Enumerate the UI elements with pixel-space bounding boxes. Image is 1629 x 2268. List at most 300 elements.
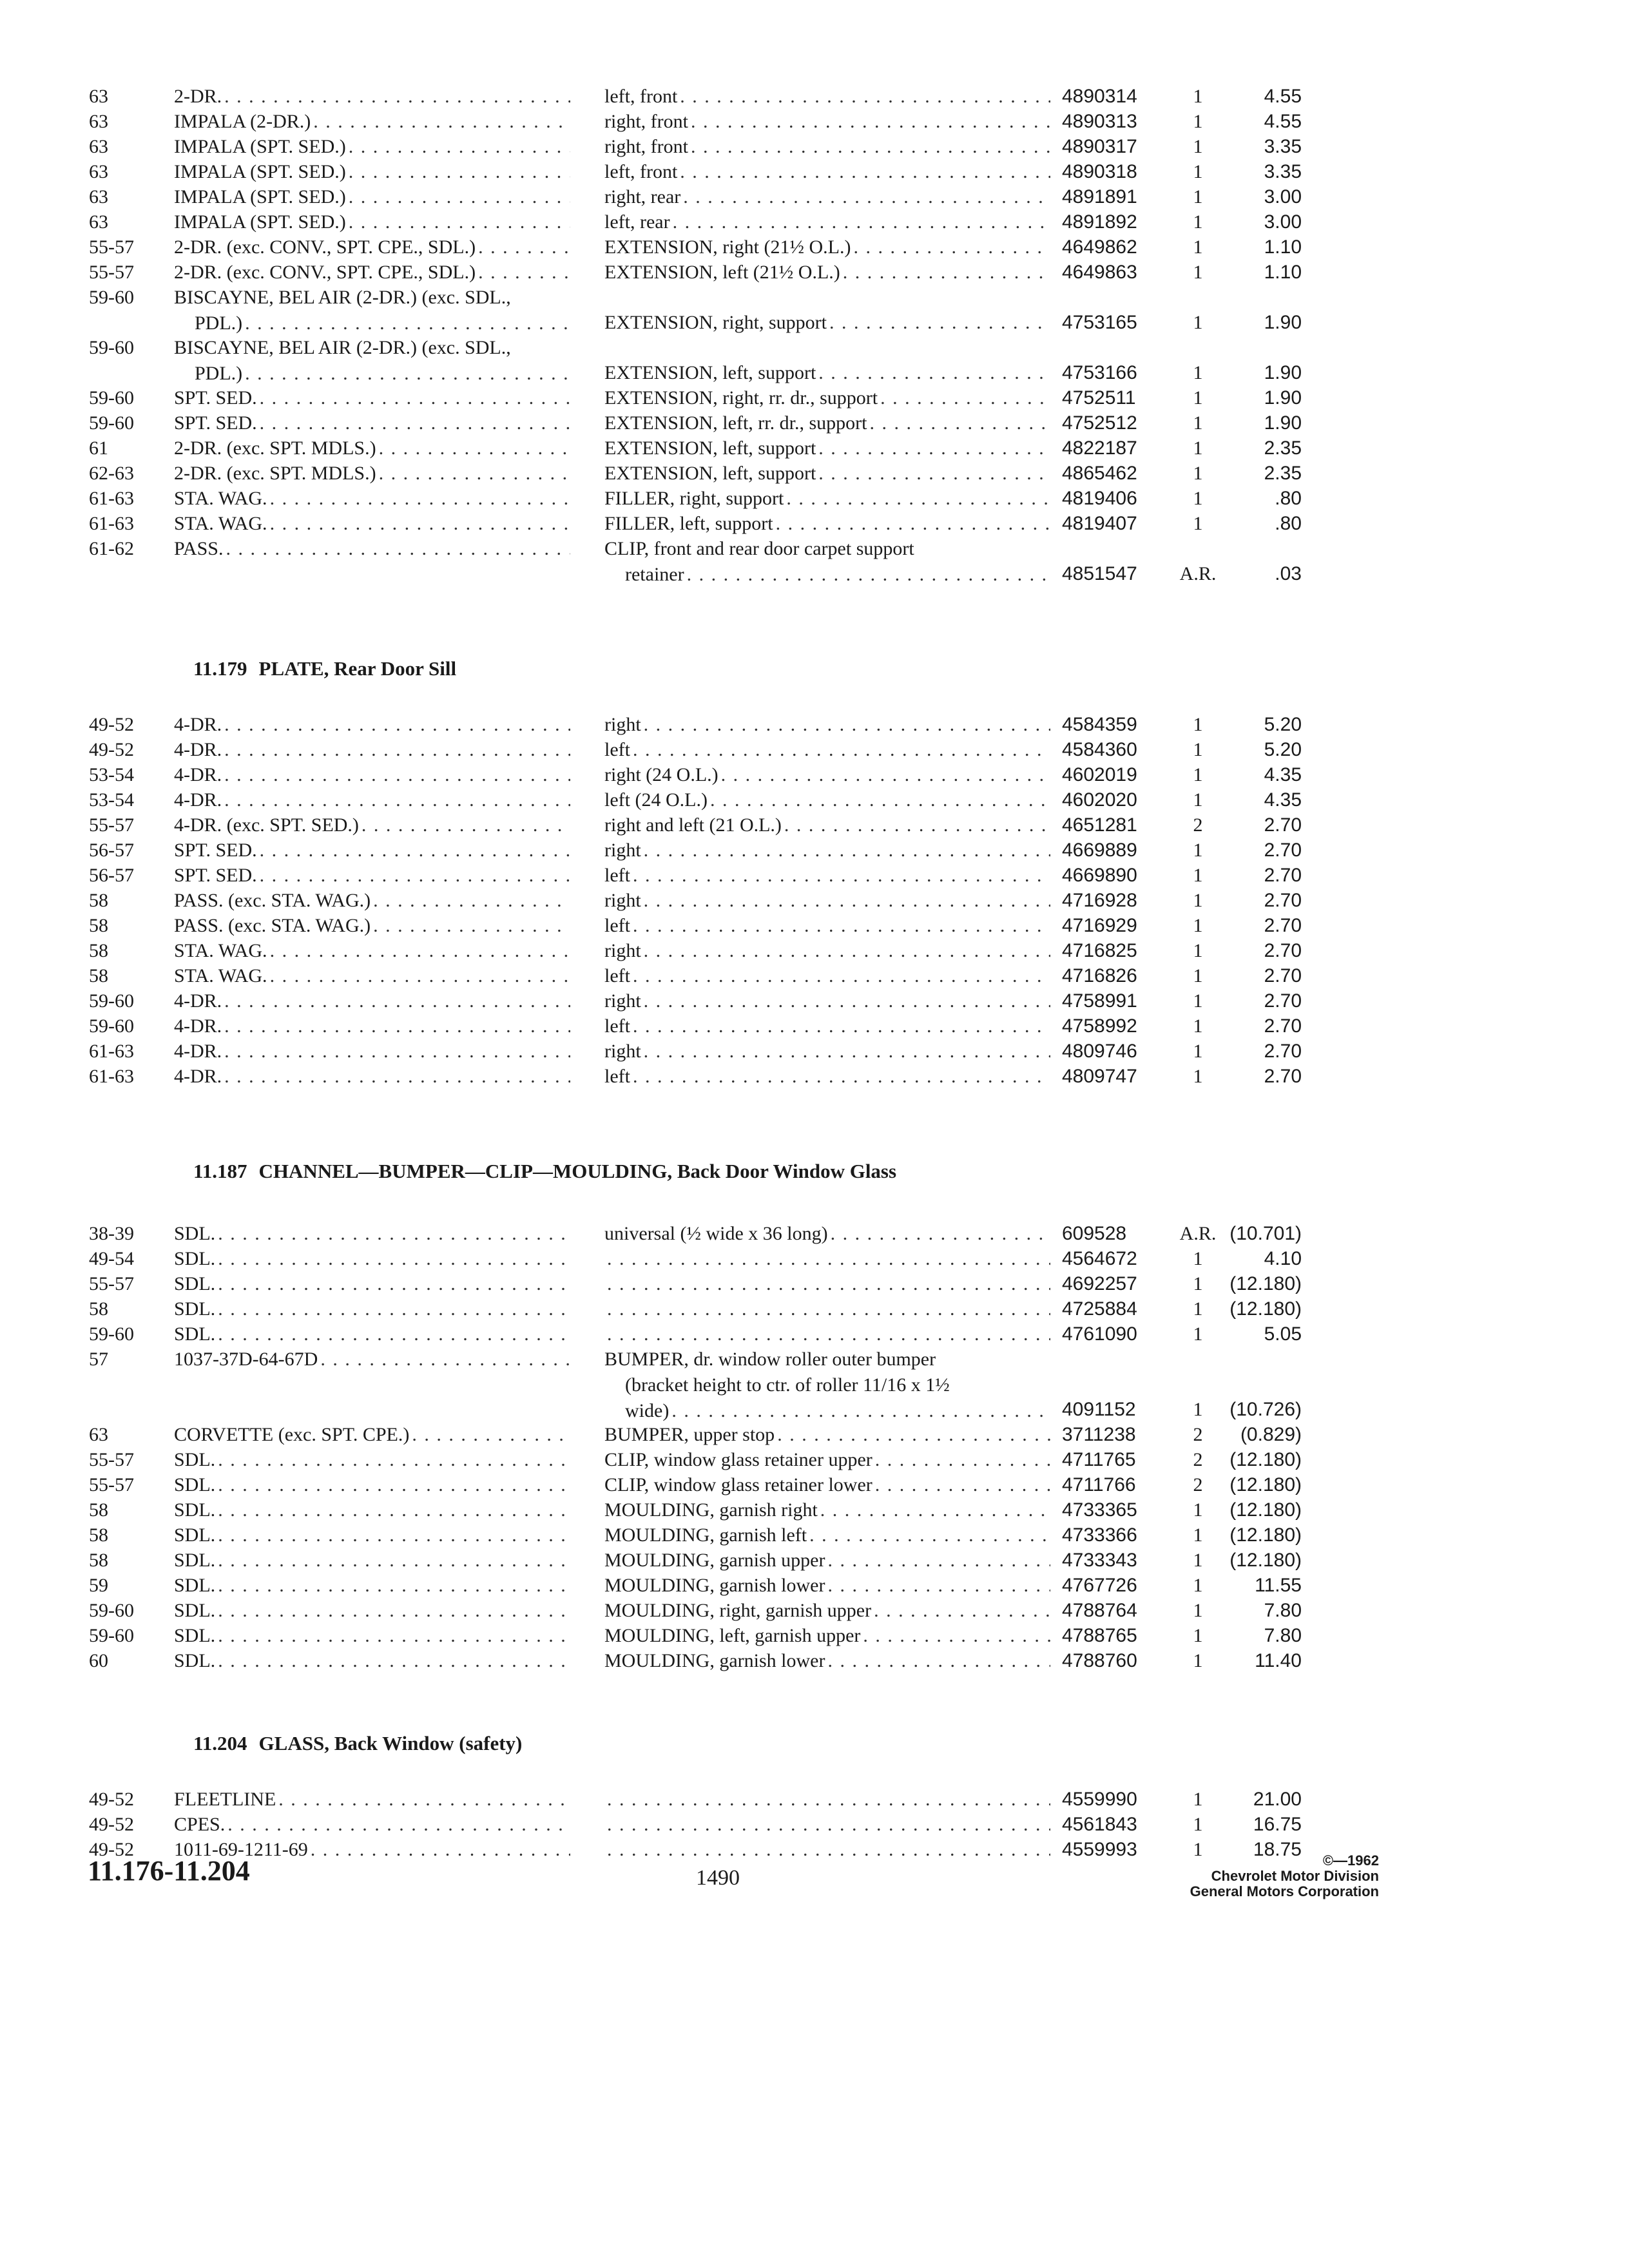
description-cell [604,1648,1050,1674]
model-cell-text: SPT. SED. [174,840,257,861]
part-number: 4761090 [1062,1323,1137,1345]
part-number: 4669889 [1062,840,1137,861]
model-cell-line [174,1064,570,1090]
dot-leader [478,235,570,260]
table-row [0,963,1629,988]
description-cell-line [604,109,1050,135]
description-cell-text: EXTENSION, left, support [604,437,816,459]
description-cell-line [604,1472,1050,1498]
dot-leader [829,310,1050,336]
model-cell-line [174,787,570,813]
description-cell-text: retainer [625,564,684,585]
model-year: 57 [89,1349,108,1370]
model-cell-line [174,1523,570,1548]
dot-leader [784,812,1050,838]
part-number: 4669890 [1062,865,1137,886]
description-cell-line [604,1837,1050,1863]
price: 2.70 [1264,890,1302,911]
quantity: 1 [1193,387,1203,408]
model-cell [174,1623,570,1649]
table-row [0,787,1629,812]
description-cell-text: left (24 O.L.) [604,789,708,811]
model-year: 49-52 [89,739,134,760]
quantity: 1 [1193,865,1203,886]
dot-leader [373,913,570,939]
model-cell [174,159,570,185]
dot-leader [218,1548,570,1573]
model-cell-text: 4-DR. [174,990,222,1012]
price: 2.70 [1264,1066,1302,1087]
description-cell-line [604,1523,1050,1548]
table-row [0,1787,1629,1812]
model-year: 61-62 [89,538,134,559]
description-cell [604,260,1050,285]
description-cell-line [604,1372,1050,1398]
description-cell-text: right [604,990,641,1012]
model-cell [174,285,570,336]
dot-leader [218,1573,570,1599]
model-year: 58 [89,890,108,911]
dot-leader [218,1598,570,1624]
model-cell [174,1296,570,1322]
part-number: 4819407 [1062,513,1137,534]
description-cell-text: MOULDING, garnish lower [604,1575,825,1596]
price: 5.05 [1264,1323,1302,1345]
dot-leader [224,737,570,763]
price: .80 [1275,513,1302,534]
part-number: 4649863 [1062,262,1137,283]
description-cell [604,461,1050,486]
dot-leader [827,1548,1050,1573]
model-cell [174,184,570,210]
model-cell [174,1548,570,1573]
model-cell-text: 4-DR. [174,789,222,811]
model-cell-line [174,184,570,210]
description-cell [604,235,1050,260]
price: 1.10 [1264,236,1302,258]
dot-leader [843,260,1050,285]
quantity: 1 [1193,965,1203,986]
model-cell-text: 4-DR. [174,714,222,735]
model-cell [174,838,570,863]
part-number: 4890318 [1062,161,1137,182]
table-row [0,134,1629,159]
dot-leader [260,410,570,436]
description-cell [604,1296,1050,1322]
model-cell-text: 2-DR. (exc. SPT. MDLS.) [174,463,376,484]
model-year: 56-57 [89,865,134,886]
description-cell-line [604,1648,1050,1674]
model-cell-line [174,209,570,235]
part-number: 4649862 [1062,236,1137,258]
description-cell [604,1347,1050,1424]
quantity: 1 [1193,1041,1203,1062]
model-year: 59-60 [89,1015,134,1037]
dot-leader [633,1014,1050,1039]
model-cell-line [174,1623,570,1649]
part-number: 4752512 [1062,412,1137,434]
model-cell [174,863,570,889]
price: (0.829) [1240,1424,1302,1445]
description-cell-line [604,410,1050,436]
dot-leader [671,1398,1050,1424]
model-cell-line [174,285,570,311]
model-cell-text: 1037-37D-64-67D [174,1349,318,1370]
dot-leader [818,461,1050,486]
copyright-year: ©—1962 [1322,1852,1379,1869]
dot-leader [349,184,570,210]
table-row [0,1347,1629,1422]
description-cell-line [604,461,1050,486]
description-cell-text: MOULDING, garnish left [604,1524,807,1546]
model-year: 49-52 [89,714,134,735]
dot-leader [673,209,1050,235]
model-year: 58 [89,1524,108,1546]
part-number: 4564672 [1062,1248,1137,1269]
description-cell-line [604,1573,1050,1599]
dot-leader [633,1064,1050,1090]
dot-leader [607,1787,1050,1812]
model-cell [174,486,570,512]
description-cell-text: left [604,915,630,936]
section-number: 11.179 [193,657,247,680]
description-cell [604,1246,1050,1272]
model-cell [174,1787,570,1812]
part-number: 4733343 [1062,1550,1137,1571]
description-cell-text: right [604,840,641,861]
description-cell-line [604,1548,1050,1573]
description-cell-line [604,1598,1050,1624]
model-cell [174,410,570,436]
description-cell-text: right [604,890,641,911]
table-row [0,84,1629,109]
price: 3.00 [1264,211,1302,233]
dot-leader [777,1422,1050,1448]
model-cell-text: SDL. [174,1223,216,1244]
section-number: 11.187 [193,1160,247,1182]
model-year: 49-52 [89,1789,134,1810]
price: 1.10 [1264,262,1302,283]
model-cell-text: 4-DR. [174,764,222,785]
model-cell [174,134,570,160]
description-cell-line [604,385,1050,411]
description-cell-text: left, rear [604,211,670,233]
table-row [0,1321,1629,1347]
copyright-notice [1095,1853,1379,1899]
model-year: 55-57 [89,262,134,283]
quantity: 1 [1193,764,1203,785]
price: 4.35 [1264,764,1302,785]
model-cell [174,1039,570,1064]
quantity: 1 [1193,1298,1203,1320]
model-year: 38-39 [89,1223,134,1244]
description-cell [604,1321,1050,1347]
model-cell-line [174,1787,570,1812]
dot-leader [820,1497,1050,1523]
model-cell-text: IMPALA (SPT. SED.) [174,136,346,157]
table-row [0,1472,1629,1497]
quantity: 1 [1193,789,1203,811]
part-number: 4602019 [1062,764,1137,785]
description-cell-text: right [604,940,641,961]
quantity: 2 [1193,1449,1203,1470]
price: 21.00 [1253,1789,1302,1810]
model-cell-text: SDL. [174,1298,216,1320]
description-cell-text: FILLER, left, support [604,513,773,534]
dot-leader [607,1321,1050,1347]
model-cell-text: PASS. (exc. STA. WAG.) [174,890,371,911]
model-year: 61-63 [89,1041,134,1062]
dot-leader [818,360,1050,386]
quantity: 1 [1193,915,1203,936]
dot-leader [270,511,570,537]
model-cell-text: 2-DR. (exc. CONV., SPT. CPE., SDL.) [174,262,476,283]
description-cell-text: MOULDING, left, garnish upper [604,1625,861,1646]
table-row [0,1064,1629,1089]
model-cell [174,812,570,838]
model-cell [174,511,570,537]
table-row [0,1039,1629,1064]
part-number: 4711766 [1062,1474,1136,1495]
description-cell-line [604,1271,1050,1297]
model-cell-line [174,938,570,964]
model-cell-text: IMPALA (SPT. SED.) [174,161,346,182]
table-row [0,1422,1629,1447]
table-row [0,159,1629,184]
description-cell [604,1623,1050,1649]
model-cell-text: IMPALA (2-DR.) [174,111,311,132]
price: 3.35 [1264,136,1302,157]
description-cell-text: left, front [604,161,678,182]
dot-leader [245,311,570,336]
part-number: 4788764 [1062,1600,1137,1621]
part-number: 4711765 [1062,1449,1136,1470]
table-row [0,938,1629,963]
model-cell [174,1497,570,1523]
dot-leader [607,1296,1050,1322]
description-cell-text: right, front [604,136,688,157]
description-cell-text: MOULDING, garnish right [604,1499,818,1521]
quantity: 1 [1193,312,1203,333]
model-cell-text: 4-DR. [174,1015,222,1037]
model-year: 63 [89,211,108,233]
model-cell-text: STA. WAG. [174,965,267,986]
description-cell-line [604,963,1050,989]
model-cell-line [174,1648,570,1674]
description-cell-line [604,486,1050,512]
description-cell-line [604,1422,1050,1448]
dot-leader [218,1497,570,1523]
table-row [0,1623,1629,1648]
price: (12.180) [1229,1550,1302,1571]
description-cell-text: left [604,1066,630,1087]
description-cell-text: (bracket height to ctr. of roller 11/16 x 1½ [625,1374,950,1396]
description-cell [604,863,1050,889]
part-number: 4890314 [1062,86,1137,107]
model-cell [174,737,570,763]
model-year: 59 [89,1575,108,1596]
model-cell-line [174,1598,570,1624]
quantity: 1 [1193,714,1203,735]
part-number: 4692257 [1062,1273,1137,1294]
part-number: 4584360 [1062,739,1137,760]
model-cell [174,1523,570,1548]
description-cell-line [604,235,1050,260]
price: 4.10 [1264,1248,1302,1269]
model-cell [174,913,570,939]
table-row [0,235,1629,260]
model-cell-text: SDL. [174,1273,216,1294]
model-cell-line [174,1347,570,1372]
model-cell-line [174,863,570,889]
model-cell-line [174,1221,570,1247]
model-cell-line [174,1422,570,1448]
table-row [0,1221,1629,1246]
dot-leader [880,385,1050,411]
description-cell [604,1523,1050,1548]
price: 2.70 [1264,840,1302,861]
model-year: 63 [89,111,108,132]
part-number: 4851547 [1062,563,1137,584]
model-cell-text: BISCAYNE, BEL AIR (2-DR.) (exc. SDL., [174,337,511,358]
model-cell-line [174,109,570,135]
quantity: 1 [1193,513,1203,534]
description-cell [604,838,1050,863]
dot-leader [786,486,1050,512]
description-cell [604,1787,1050,1812]
description-cell [604,1573,1050,1599]
model-cell-text: STA. WAG. [174,488,267,509]
model-year: 58 [89,965,108,986]
model-year: 58 [89,1298,108,1320]
description-cell-line [604,1398,1050,1424]
part-number: 4767726 [1062,1575,1137,1596]
price: 2.70 [1264,865,1302,886]
description-cell-text: EXTENSION, left (21½ O.L.) [604,262,840,283]
description-cell-line [604,1812,1050,1838]
quantity: 1 [1193,1524,1203,1546]
model-year: 53-54 [89,789,134,811]
description-cell-text: right [604,714,641,735]
model-cell [174,963,570,989]
model-cell-text: 1011-69-1211-69 [174,1839,308,1860]
model-cell-line [174,812,570,838]
price: 3.00 [1264,186,1302,207]
model-cell-line [174,1447,570,1473]
model-year: 63 [89,86,108,107]
model-cell-line [174,159,570,185]
description-cell-text: BUMPER, dr. window roller outer bumper [604,1349,936,1370]
model-year: 53-54 [89,764,134,785]
model-year: 59-60 [89,337,134,358]
quantity: A.R. [1179,1223,1217,1244]
price: (10.701) [1229,1223,1302,1244]
section-heading [193,657,456,680]
description-cell-line [604,1221,1050,1247]
dot-leader [644,712,1050,738]
part-number: 4758991 [1062,990,1137,1012]
price: 1.90 [1264,387,1302,408]
model-year: 59-60 [89,990,134,1012]
description-cell [604,511,1050,537]
description-cell-line [604,209,1050,235]
part-number: 4753165 [1062,312,1137,333]
part-number: 4559993 [1062,1839,1137,1860]
quantity: 1 [1193,1273,1203,1294]
model-year: 59-60 [89,1600,134,1621]
dot-leader [224,1014,570,1039]
dot-leader [270,486,570,512]
model-year: 55-57 [89,1474,134,1495]
description-cell [604,360,1050,386]
description-cell-text: right [604,1041,641,1062]
dot-leader [260,863,570,889]
description-cell-line [604,1014,1050,1039]
model-cell-line [174,1296,570,1322]
quantity: 1 [1193,186,1203,207]
dot-leader [687,562,1050,588]
table-row [0,1246,1629,1271]
description-cell [604,134,1050,160]
model-cell [174,1422,570,1448]
dot-leader [827,1648,1050,1674]
copyright-division: Chevrolet Motor Division [1211,1868,1379,1884]
description-cell-line [604,888,1050,914]
model-cell-text: SDL. [174,1550,216,1571]
description-cell-text: right, front [604,111,688,132]
model-cell-line [174,260,570,285]
description-cell-text: left [604,1015,630,1037]
table-row [0,536,1629,586]
model-year: 59-60 [89,287,134,308]
description-cell-text: left, front [604,86,678,107]
model-cell-text: SDL. [174,1600,216,1621]
model-cell-line [174,134,570,160]
model-cell-line [174,1548,570,1573]
table-row [0,1497,1629,1523]
quantity: 1 [1193,463,1203,484]
description-cell-line [604,1039,1050,1064]
section-number: 11.204 [193,1732,247,1754]
dot-leader [607,1271,1050,1297]
part-number: 4890317 [1062,136,1137,157]
table-row [0,184,1629,209]
dot-leader [412,1422,570,1448]
description-cell [604,1271,1050,1297]
description-cell-line [604,310,1050,336]
model-cell [174,1648,570,1674]
model-cell [174,209,570,235]
dot-leader [607,1837,1050,1863]
price: 4.35 [1264,789,1302,811]
model-cell-text: SDL. [174,1323,216,1345]
price: 2.70 [1264,915,1302,936]
part-number: 3711238 [1062,1424,1136,1445]
model-year: 56-57 [89,840,134,861]
description-cell [604,436,1050,461]
dot-leader [349,159,570,185]
table-row [0,461,1629,486]
model-cell-line [174,737,570,763]
dot-leader [218,1648,570,1674]
model-cell-text: PASS. [174,538,224,559]
dot-leader [270,938,570,964]
dot-leader [227,1812,570,1838]
model-cell-text: PASS. (exc. STA. WAG.) [174,915,371,936]
table-row [0,988,1629,1014]
price: (12.180) [1229,1298,1302,1320]
dot-leader [224,712,570,738]
